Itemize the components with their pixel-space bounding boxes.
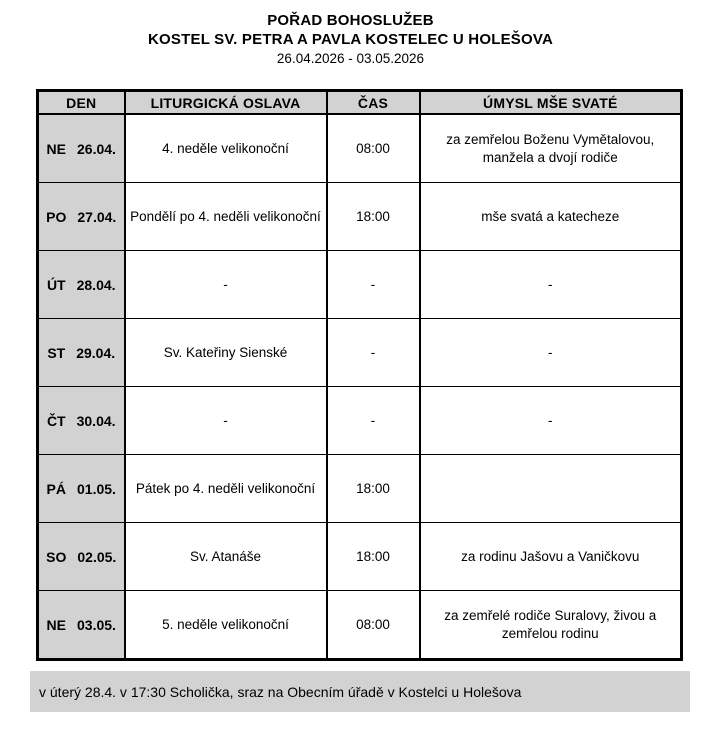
day-abbr: PO <box>46 208 67 225</box>
schedule-table-header <box>38 91 682 115</box>
day-abbr: ČT <box>46 412 66 429</box>
celebration-cell: 5. neděle velikonoční <box>125 591 327 660</box>
intention-cell: za zemřelé rodiče Suralovy, živou a zemřelou rodinu <box>420 591 682 660</box>
day-date: 30.04. <box>76 412 116 429</box>
day-wrap <box>43 412 120 430</box>
celebration-cell: Pátek po 4. neděli velikonoční <box>125 455 327 523</box>
day-wrap <box>43 616 120 634</box>
table-row <box>38 591 682 660</box>
celebration-cell: Sv. Kateřiny Sienské <box>125 319 327 387</box>
day-abbr: NE <box>46 140 66 157</box>
day-abbr: SO <box>46 548 67 565</box>
day-wrap <box>43 276 120 294</box>
time-cell: 08:00 <box>327 591 420 660</box>
intention-cell: za rodinu Jašovu a Vaničkovu <box>420 523 682 591</box>
day-wrap <box>43 140 120 158</box>
header-row <box>38 91 682 115</box>
column-header-time: ČAS <box>327 91 420 115</box>
day-date: 29.04. <box>76 344 116 361</box>
day-wrap <box>43 208 120 226</box>
document-title: POŘAD BOHOSLUŽEB <box>267 12 434 29</box>
day-cell <box>38 591 125 660</box>
column-header-intention: ÚMYSL MŠE SVATÉ <box>420 91 682 115</box>
intention-cell: za zemřelou Boženu Vymětalovou, manžela a dvojí rodiče <box>420 114 682 183</box>
day-wrap <box>43 480 120 498</box>
document-header <box>0 11 701 68</box>
table-row <box>38 114 682 183</box>
day-abbr: ÚT <box>46 276 66 293</box>
intention-cell: - <box>420 319 682 387</box>
day-date: 01.05. <box>77 480 116 497</box>
schedule-table-body <box>38 114 682 660</box>
footer-note <box>30 671 690 712</box>
intention-cell: mše svatá a katecheze <box>420 183 682 251</box>
celebration-cell: - <box>125 251 327 319</box>
day-date: 27.04. <box>77 208 117 225</box>
time-cell: - <box>327 319 420 387</box>
day-cell <box>38 114 125 183</box>
time-cell: 18:00 <box>327 183 420 251</box>
day-cell <box>38 183 125 251</box>
day-cell <box>38 523 125 591</box>
table-row <box>38 183 682 251</box>
celebration-cell: Sv. Atanáše <box>125 523 327 591</box>
time-cell: - <box>327 251 420 319</box>
table-row <box>38 319 682 387</box>
table-row <box>38 523 682 591</box>
celebration-cell: 4. neděle velikonoční <box>125 114 327 183</box>
intention-cell: - <box>420 251 682 319</box>
column-header-celebration: LITURGICKÁ OSLAVA <box>125 91 327 115</box>
day-date: 26.04. <box>77 140 116 157</box>
day-wrap <box>43 344 120 362</box>
day-cell <box>38 251 125 319</box>
time-cell: 08:00 <box>327 114 420 183</box>
table-row <box>38 387 682 455</box>
church-name: KOSTEL SV. PETRA A PAVLA KOSTELEC U HOLEŠOVA <box>148 31 553 48</box>
time-cell: - <box>327 387 420 455</box>
date-range: 26.04.2026 - 03.05.2026 <box>276 51 425 66</box>
day-abbr: NE <box>46 616 66 633</box>
time-cell: 18:00 <box>327 523 420 591</box>
day-cell <box>38 455 125 523</box>
intention-cell <box>420 455 682 523</box>
day-wrap <box>43 548 120 566</box>
day-abbr: PÁ <box>46 480 66 497</box>
celebration-cell: Pondělí po 4. neděli velikonoční <box>125 183 327 251</box>
schedule-table <box>36 89 683 661</box>
day-date: 28.04. <box>76 276 116 293</box>
intention-cell: - <box>420 387 682 455</box>
table-row <box>38 455 682 523</box>
footer-note-text: v úterý 28.4. v 17:30 Scholička, sraz na Obecním úřadě v Kostelci u Holešova <box>39 683 522 700</box>
table-row <box>38 251 682 319</box>
day-cell <box>38 319 125 387</box>
column-header-day: DEN <box>38 91 125 115</box>
time-cell: 18:00 <box>327 455 420 523</box>
day-date: 02.05. <box>77 548 117 565</box>
day-abbr: ST <box>47 344 66 361</box>
day-date: 03.05. <box>77 616 116 633</box>
celebration-cell: - <box>125 387 327 455</box>
day-cell <box>38 387 125 455</box>
